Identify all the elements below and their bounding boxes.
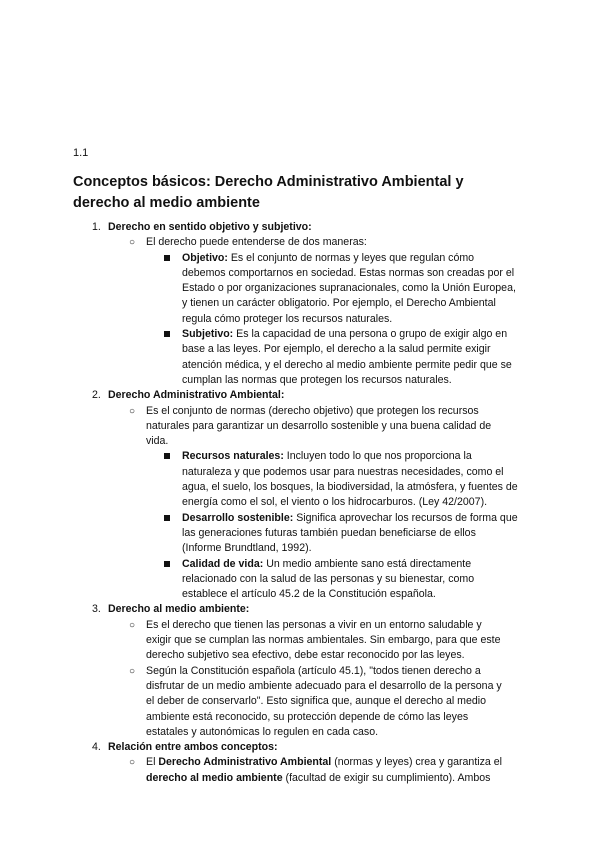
bold-run: derecho al medio ambiente: [146, 771, 283, 784]
sub-sub-item: [0, 557, 600, 603]
sub-sub-item: [0, 511, 600, 557]
text-run: El: [146, 756, 159, 769]
sub-item: [0, 664, 600, 740]
sub-item: [0, 404, 600, 450]
sub-sub-item: [0, 449, 600, 510]
circle-bullet-icon: ○: [129, 757, 136, 769]
term-text: Es el conjunto de normas y leyes que regulan cómo debemos comportarnos en sociedad. Estas normas son creadas por el Estado o por organizaciones supranacionales, como la Unión Europea, y tienen un carácter obligatorio. Por ejemplo, el Derecho Ambiental regula cómo proteger los recursos naturales.: [182, 251, 516, 325]
term-text: Es la capacidad de una persona o grupo de exigir algo en base a las leyes. Por ejemplo, el derecho a la salud permite exigir atención médica, y el derecho al medio ambiente permite pedir que se cumplan las normas que protegen los recursos naturales.: [182, 328, 512, 386]
term: Calidad de vida:: [182, 557, 264, 570]
square-bullet-icon: [164, 331, 170, 337]
circle-bullet-icon: ○: [129, 619, 136, 631]
item-heading: Derecho en sentido objetivo y subjetivo:: [108, 221, 312, 233]
sub-item: [0, 235, 600, 250]
item-heading: Derecho al medio ambiente:: [108, 603, 250, 616]
term: Objetivo:: [182, 251, 228, 264]
item-number: 4.: [92, 741, 101, 754]
square-bullet-icon: [164, 515, 170, 521]
item-number: 3.: [92, 603, 101, 616]
circle-bullet-icon: ○: [129, 665, 136, 677]
term-text: Un medio ambiente sano está directamente relacionado con la salud de las personas y su bienestar, como establece el artículo 45.2 de la Constitución española.: [182, 557, 475, 601]
circle-bullet-icon: ○: [129, 237, 136, 249]
square-bullet-icon: [164, 255, 170, 261]
square-bullet-icon: [164, 561, 170, 567]
item-number: 2.: [92, 389, 101, 402]
sub-item-text: Es el conjunto de normas (derecho objetivo) que protegen los recursos naturales para garantizar un desarrollo sostenible y una buena calidad de vida.: [146, 404, 492, 448]
sub-item-text: Es el derecho que tienen las personas a vivir en un entorno saludable y exigir que se cumplan las normas ambientales. Sin embargo, para que este derecho subjetivo sea efectivo, debe estar reconocido por las leyes.: [146, 618, 501, 662]
list-item: [0, 602, 600, 617]
sub-sub-item: [0, 327, 600, 388]
text-run: (facultad de exigir su cumplimiento). Ambos: [282, 771, 491, 784]
sub-item: [0, 618, 600, 664]
term: Subjetivo:: [182, 328, 234, 341]
term-text: Significa aprovechar los recursos de forma que las generaciones futuras también puedan beneficiarse de ellos (Informe Brundtland, 1992).: [182, 511, 518, 555]
sub-item: [0, 755, 600, 786]
item-number: 1.: [92, 221, 101, 233]
term-text: Incluyen todo lo que nos proporciona la naturaleza y que podemos usar para nuestras necesidades, como el agua, el suelo, los bosques, la biodiversidad, la atmósfera, y fuentes de energía como el sol, el viento o los hidrocarburos. (Ley 42/2007).: [182, 450, 518, 509]
section-number: 1.1: [73, 147, 89, 159]
item-heading: Derecho Administrativo Ambiental:: [108, 389, 285, 402]
list-item: [0, 220, 600, 235]
circle-bullet-icon: ○: [129, 405, 136, 417]
term: Desarrollo sostenible:: [182, 511, 294, 524]
term: Recursos naturales:: [182, 450, 284, 463]
text-run: (normas y leyes) crea y garantiza el: [331, 756, 502, 769]
rich-text: [146, 756, 502, 783]
bold-run: Derecho Administrativo Ambiental: [158, 756, 332, 769]
page-title: Conceptos básicos: Derecho Administrativo Ambiental y derecho al medio ambiente: [73, 174, 464, 211]
list-item: [0, 740, 600, 755]
list-item: [0, 388, 600, 403]
numbered-list: [0, 220, 600, 786]
sub-item-text: Según la Constitución española (artículo 45.1), "todos tienen derecho a disfrutar de un medio ambiente adecuado para el desarrollo de la persona y el deber de conservarlo". Esto significa que, aunque el derecho al medio ambiente está reconocido, su protección depende de cómo las leyes estatales y autonómicas lo regulen en cada caso.: [146, 664, 502, 738]
sub-sub-item: [0, 251, 600, 327]
square-bullet-icon: [164, 453, 170, 459]
item-heading: Relación entre ambos conceptos:: [108, 741, 278, 754]
sub-item-text: El derecho puede entenderse de dos maneras:: [146, 236, 367, 249]
